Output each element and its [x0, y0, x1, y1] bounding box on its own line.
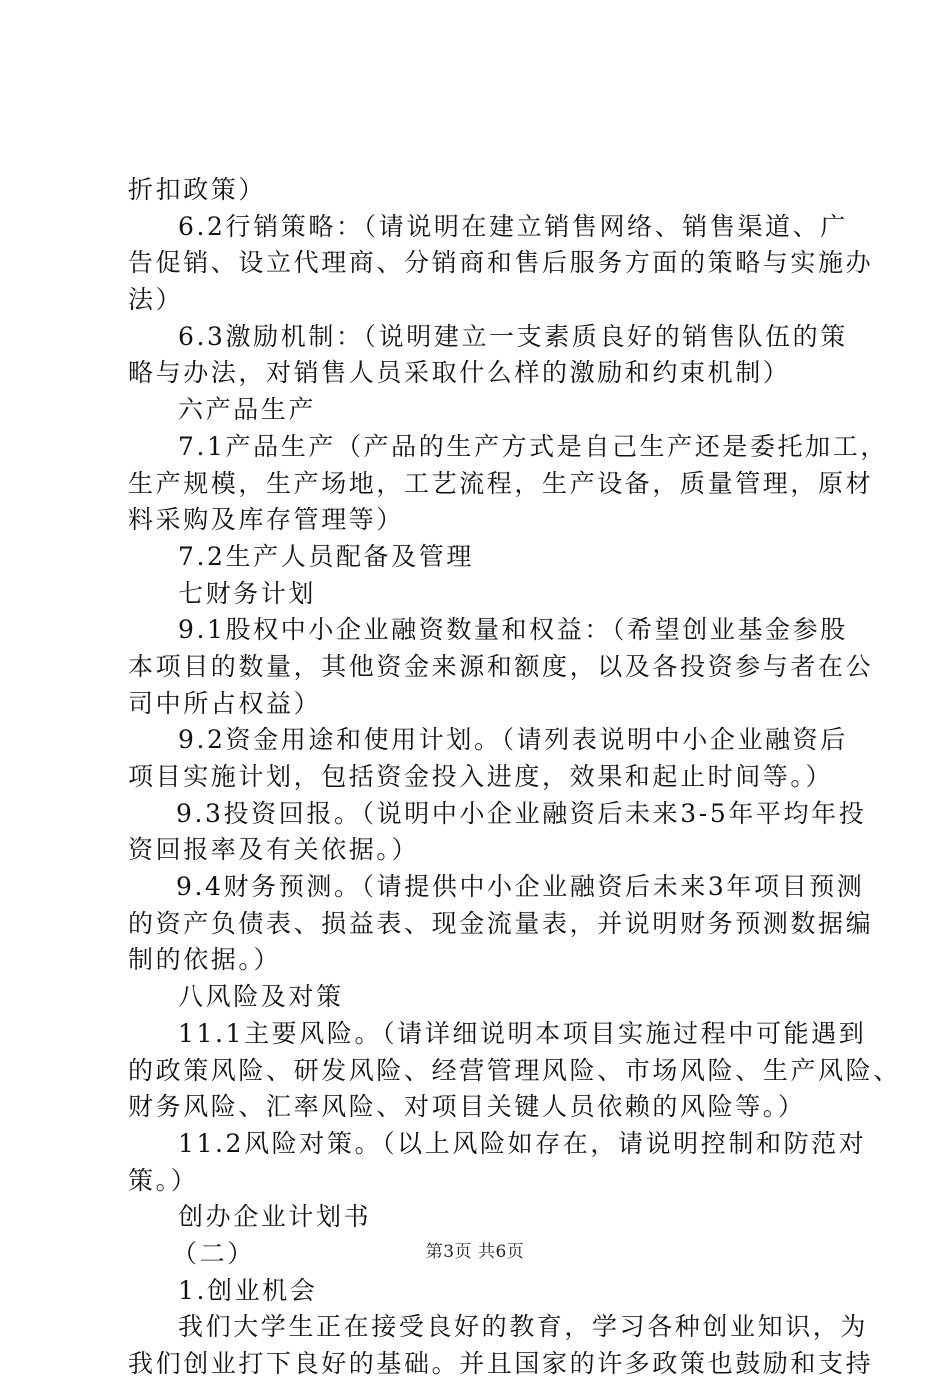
- text-line: 11.2风险对策。（以上风险如存在，请说明控制和防范对: [178, 1128, 867, 1158]
- text-line: 11.1主要风险。（请详细说明本项目实施过程中可能遇到: [178, 1018, 867, 1048]
- text-line: 项目实施计划，包括资金投入进度，效果和起止时间等。）: [128, 762, 834, 791]
- text-line: 料采购及库存管理等）: [128, 505, 405, 535]
- text-line: 资回报率及有关依据。）: [128, 835, 420, 865]
- section-heading: 1.创业机会: [178, 1275, 318, 1305]
- text-line: 9.4财务预测。（请提供中小企业融资后未来3年项目预测: [176, 872, 865, 902]
- text-line: 司中所占权益）: [128, 688, 322, 718]
- document-body: [128, 172, 901, 1383]
- text-line: 9.1股权中小企业融资数量和权益：（希望创业基金参股: [178, 615, 848, 645]
- text-line: 9.3投资回报。（说明中小企业融资后未来3-5年平均年投: [176, 798, 867, 828]
- document-title: 创办企业计划书: [178, 1202, 372, 1232]
- section-heading: 七财务计划: [178, 578, 317, 608]
- text-line: 的资产负债表、损益表、现金流量表，并说明财务预测数据编: [128, 908, 874, 938]
- text-line: 我们大学生正在接受良好的教育，学习各种创业知识，为: [178, 1312, 869, 1342]
- text-line: 折扣政策）: [128, 175, 267, 204]
- text-line: 7.2生产人员配备及管理: [178, 541, 474, 571]
- text-line: 9.2资金用途和使用计划。（请列表说明中小企业融资后: [178, 725, 848, 755]
- text-line: 本项目的数量，其他资金来源和额度，以及各投资参与者在公: [128, 651, 874, 681]
- section-heading: 八风险及对策: [178, 982, 344, 1012]
- section-number: （二）: [172, 1238, 255, 1268]
- text-line: 6.3激励机制：（说明建立一支素质良好的销售队伍的策: [178, 321, 848, 351]
- text-line: 制的依据。）: [128, 945, 282, 975]
- text-line: 略与办法，对销售人员采取什么样的激励和约束机制）: [128, 358, 791, 388]
- text-line: 6.2行销策略：（请说明在建立销售网络、销售渠道、广: [178, 211, 848, 241]
- text-line: 财务风险、汇率风险、对项目关键人员依赖的风险等。）: [128, 1092, 806, 1122]
- text-line: 法）: [128, 285, 184, 315]
- text-line: 告促销、设立代理商、分销商和售后服务方面的策略与实施办: [128, 248, 874, 278]
- text-line: 生产规模，生产场地，工艺流程，生产设备，质量管理，原材: [128, 468, 874, 498]
- text-line: 7.1产品生产（产品的生产方式是自己生产还是委托加工，: [178, 431, 888, 461]
- text-line: 我们创业打下良好的基础。并且国家的许多政策也鼓励和支持: [128, 1349, 874, 1378]
- text-line: 策。）: [128, 1165, 199, 1195]
- section-heading: 六产品生产: [178, 395, 317, 425]
- text-line: 的政策风险、研发风险、经营管理风险、市场风险、生产风险、: [128, 1055, 901, 1085]
- page-footer: 第3页 共6页: [425, 1242, 525, 1262]
